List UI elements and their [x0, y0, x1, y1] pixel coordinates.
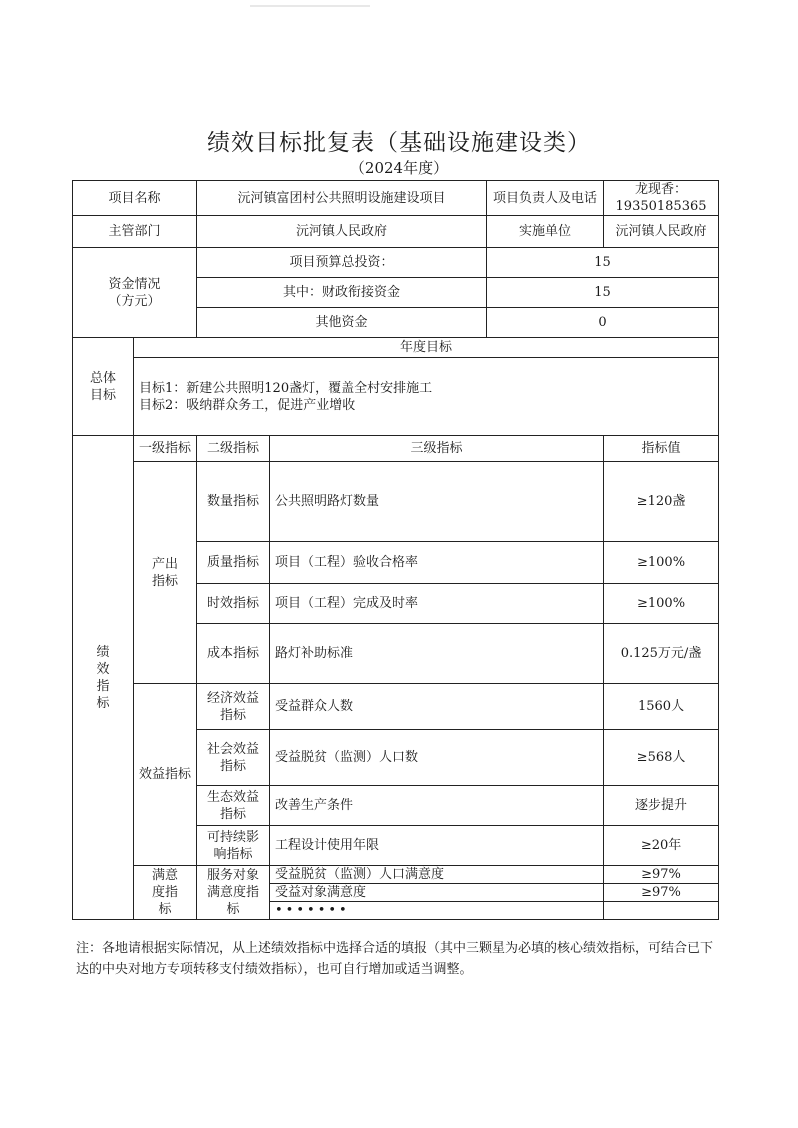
- value-cell: ≥97%: [604, 884, 719, 902]
- value-cell: 1560人: [604, 684, 719, 730]
- impl-value: 沅河镇人民政府: [604, 216, 719, 248]
- annual-goal-header: 年度目标: [134, 338, 719, 358]
- funds-other-label: 其他资金: [197, 308, 487, 338]
- table-row: [73, 462, 719, 542]
- funds-label: 资金情况: [108, 276, 161, 292]
- page-subtitle: （2024年度）: [349, 159, 449, 177]
- project-name-value: 沅河镇富团村公共照明设施建设项目: [197, 181, 487, 216]
- value-cell: [604, 902, 719, 920]
- l3-cell: 受益对象满意度: [270, 884, 604, 902]
- header-level2: 二级指标: [197, 436, 270, 462]
- value-cell: ≥20年: [604, 826, 719, 866]
- header-level1: 一级指标: [134, 436, 197, 462]
- benefit-label: 效益指标: [134, 684, 197, 866]
- funds-unit: （方元）: [108, 293, 161, 309]
- l3-cell: •••••••: [270, 902, 604, 920]
- dept-label: 主管部门: [73, 216, 197, 248]
- table-row: [73, 216, 719, 248]
- performance-table: [72, 180, 719, 920]
- l3-cell: 受益群众人数: [270, 684, 604, 730]
- funds-fiscal-label: 其中：财政衔接资金: [197, 278, 487, 308]
- footnote: 注：各地请根据实际情况，从上述绩效指标中选择合适的填报（其中三颗星为必填的核心绩效指标，可结合已下达的中央对地方专项转移支付绩效指标），也可自行增加或适当调整。: [76, 941, 714, 977]
- overall-label: 总体目标: [73, 338, 134, 436]
- satisfaction-label: 满意度指标: [134, 866, 197, 920]
- value-cell: ≥97%: [604, 866, 719, 884]
- value-cell: ≥100%: [604, 584, 719, 624]
- l3-cell: 路灯补助标准: [270, 624, 604, 684]
- table-row: [73, 358, 719, 436]
- header-level3: 三级指标: [270, 436, 604, 462]
- indicators-label: 绩效指标: [73, 436, 134, 920]
- funds-label-cell: [73, 248, 197, 338]
- page-title: 绩效目标批复表（基础设施建设类）: [207, 130, 591, 156]
- table-row: [73, 436, 719, 462]
- value-cell: 0.125万元/盏: [604, 624, 719, 684]
- l3-cell: 工程设计使用年限: [270, 826, 604, 866]
- funds-total-value: 15: [487, 248, 719, 278]
- funds-fiscal-value: 15: [487, 278, 719, 308]
- l2-cell: 质量指标: [197, 542, 270, 584]
- l2-cell: 生态效益指标: [197, 786, 270, 826]
- impl-label: 实施单位: [487, 216, 604, 248]
- l2-cell: 服务对象满意度指标: [197, 866, 270, 920]
- annual-goal-text: [134, 358, 719, 436]
- goal-2: 目标2：吸纳群众务工，促进产业增收: [139, 397, 356, 413]
- l3-cell: 项目（工程）完成及时率: [270, 584, 604, 624]
- table-row: [73, 181, 719, 216]
- l3-cell: 项目（工程）验收合格率: [270, 542, 604, 584]
- table-row: [73, 684, 719, 730]
- output-label: 产出指标: [134, 462, 197, 684]
- table-row: [73, 248, 719, 278]
- goal-1: 目标1：新建公共照明120盏灯，覆盖全村安排施工: [139, 380, 433, 396]
- funds-other-value: 0: [487, 308, 719, 338]
- owner-label: 项目负责人及电话: [487, 181, 604, 216]
- funds-total-label: 项目预算总投资：: [197, 248, 487, 278]
- header-value: 指标值: [604, 436, 719, 462]
- owner-value: 龙现香：19350185365: [604, 181, 719, 216]
- l3-cell: 公共照明路灯数量: [270, 462, 604, 542]
- l3-cell: 改善生产条件: [270, 786, 604, 826]
- l3-cell: 受益脱贫（监测）人口数: [270, 730, 604, 786]
- scan-artifact: [250, 5, 370, 7]
- l2-cell: 可持续影响指标: [197, 826, 270, 866]
- value-cell: 逐步提升: [604, 786, 719, 826]
- l2-cell: 经济效益指标: [197, 684, 270, 730]
- table-row: [73, 866, 719, 884]
- l3-cell: 受益脱贫（监测）人口满意度: [270, 866, 604, 884]
- dept-value: 沅河镇人民政府: [197, 216, 487, 248]
- value-cell: ≥568人: [604, 730, 719, 786]
- l2-cell: 数量指标: [197, 462, 270, 542]
- l2-cell: 成本指标: [197, 624, 270, 684]
- project-name-label: 项目名称: [73, 181, 197, 216]
- value-cell: ≥120盏: [604, 462, 719, 542]
- table-row: [73, 338, 719, 358]
- l2-cell: 社会效益指标: [197, 730, 270, 786]
- l2-cell: 时效指标: [197, 584, 270, 624]
- value-cell: ≥100%: [604, 542, 719, 584]
